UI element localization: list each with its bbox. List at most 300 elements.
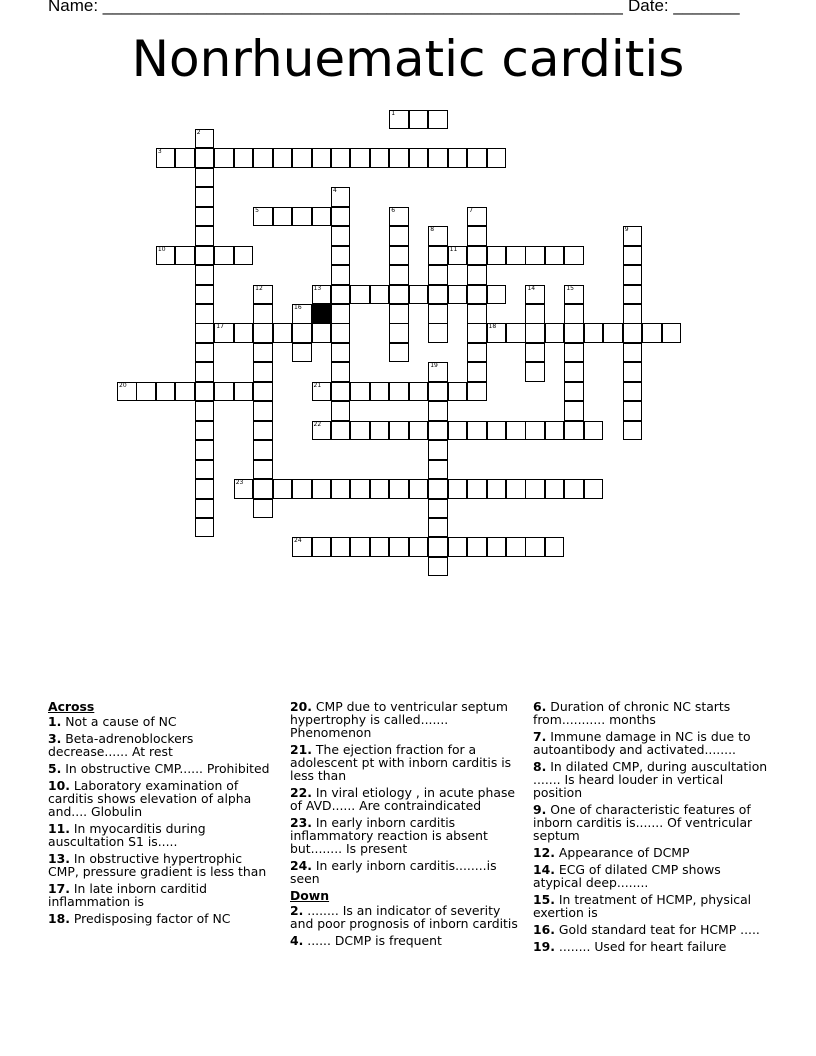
grid-cell[interactable] (428, 285, 448, 305)
clue-number: 7. (533, 729, 547, 744)
clue-item (48, 715, 276, 728)
clue-item (48, 882, 276, 908)
name-field-label[interactable]: Name: _______________________________________________________ (48, 0, 623, 15)
clue-number: 8. (533, 759, 547, 774)
date-field-label[interactable]: Date: _______ (628, 0, 740, 15)
cell-number: 20 (119, 381, 127, 389)
grid-cell[interactable] (195, 382, 215, 402)
grid-cell[interactable] (545, 479, 565, 499)
grid-cell[interactable] (312, 537, 332, 557)
clue-number: 9. (533, 802, 547, 817)
grid-cell[interactable] (467, 304, 487, 324)
black-cell (312, 304, 332, 324)
grid-cell[interactable] (195, 187, 215, 207)
grid-cell[interactable] (117, 382, 137, 402)
grid-cell[interactable] (525, 421, 545, 441)
grid-cell[interactable] (234, 148, 254, 168)
grid-cell[interactable] (253, 421, 273, 441)
grid-cell[interactable] (467, 343, 487, 363)
grid-cell[interactable] (312, 479, 332, 499)
grid-cell[interactable] (389, 265, 409, 285)
grid-cell[interactable] (195, 285, 215, 305)
grid-cell[interactable] (253, 479, 273, 499)
grid-cell[interactable] (428, 323, 448, 343)
grid-cell[interactable] (389, 537, 409, 557)
grid-cell[interactable] (331, 382, 351, 402)
clue-item (533, 700, 768, 726)
grid-cell[interactable] (331, 323, 351, 343)
grid-cell[interactable] (389, 207, 409, 227)
clue-number: 17. (48, 881, 70, 896)
grid-cell[interactable] (428, 148, 448, 168)
clue-text: Appearance of DCMP (554, 845, 690, 860)
grid-cell[interactable] (525, 343, 545, 363)
grid-cell[interactable] (506, 246, 526, 266)
grid-cell[interactable] (545, 537, 565, 557)
grid-cell[interactable] (564, 362, 584, 382)
cell-number: 6 (391, 206, 396, 214)
grid-cell[interactable] (292, 537, 312, 557)
clue-text: In myocarditis during auscultation S1 is..... (48, 821, 206, 849)
grid-cell[interactable] (428, 401, 448, 421)
clue-text: Not a cause of NC (61, 714, 177, 729)
clue-item (48, 852, 276, 878)
grid-cell[interactable] (525, 362, 545, 382)
grid-cell[interactable] (273, 207, 293, 227)
grid-cell[interactable] (428, 362, 448, 382)
grid-cell[interactable] (623, 362, 643, 382)
grid-cell[interactable] (564, 285, 584, 305)
clue-text: ...... DCMP is frequent (303, 933, 442, 948)
clue-text: In obstructive CMP...... Prohibited (61, 761, 270, 776)
grid-cell[interactable] (331, 343, 351, 363)
grid-cell[interactable] (623, 382, 643, 402)
grid-cell[interactable] (564, 343, 584, 363)
grid-cell[interactable] (195, 401, 215, 421)
clue-number: 18. (48, 911, 70, 926)
grid-cell[interactable] (487, 285, 507, 305)
grid-cell[interactable] (312, 148, 332, 168)
grid-cell[interactable] (467, 421, 487, 441)
grid-cell[interactable] (623, 265, 643, 285)
cell-number: 24 (294, 537, 302, 545)
grid-cell[interactable] (331, 479, 351, 499)
grid-cell[interactable] (214, 323, 234, 343)
cell-number: 3 (157, 148, 162, 156)
clue-number: 15. (533, 892, 555, 907)
grid-cell[interactable] (409, 421, 429, 441)
grid-cell[interactable] (623, 226, 643, 246)
down-heading: Down (290, 888, 330, 903)
cell-number: 2 (196, 128, 201, 136)
grid-cell[interactable] (350, 148, 370, 168)
grid-cell[interactable] (545, 421, 565, 441)
clue-item (290, 934, 518, 947)
clue-item (48, 779, 276, 818)
grid-cell[interactable] (234, 246, 254, 266)
grid-cell[interactable] (409, 537, 429, 557)
clue-text: Beta-adrenoblockers decrease...... At rest (48, 731, 194, 759)
grid-cell[interactable] (564, 246, 584, 266)
grid-cell[interactable] (564, 401, 584, 421)
clue-text: ........ Used for heart failure (554, 939, 727, 954)
clue-item (533, 923, 768, 936)
grid-cell[interactable] (603, 323, 623, 343)
grid-cell[interactable] (564, 479, 584, 499)
grid-cell[interactable] (525, 304, 545, 324)
grid-cell[interactable] (428, 518, 448, 538)
clue-number: 14. (533, 862, 555, 877)
grid-cell[interactable] (175, 148, 195, 168)
grid-cell[interactable] (214, 246, 234, 266)
grid-cell[interactable] (331, 265, 351, 285)
grid-cell[interactable] (428, 460, 448, 480)
grid-cell[interactable] (175, 246, 195, 266)
grid-cell[interactable] (428, 479, 448, 499)
clue-text: In dilated CMP, during auscultation ....... Is heard louder in vertical position (533, 759, 768, 800)
grid-cell[interactable] (253, 499, 273, 519)
grid-cell[interactable] (214, 148, 234, 168)
grid-cell[interactable] (487, 421, 507, 441)
grid-cell[interactable] (564, 323, 584, 343)
grid-cell[interactable] (234, 479, 254, 499)
grid-cell[interactable] (214, 382, 234, 402)
grid-cell[interactable] (467, 265, 487, 285)
grid-cell[interactable] (195, 207, 215, 227)
clue-number: 22. (290, 785, 312, 800)
grid-cell[interactable] (428, 499, 448, 519)
grid-cell[interactable] (448, 537, 468, 557)
cell-number: 19 (430, 362, 438, 370)
grid-cell[interactable] (389, 285, 409, 305)
grid-cell[interactable] (623, 343, 643, 363)
across-heading: Across (48, 699, 95, 714)
grid-cell[interactable] (253, 382, 273, 402)
grid-cell[interactable] (467, 148, 487, 168)
clue-text: In viral etiology , in acute phase of AVD...... Are contraindicated (290, 785, 516, 813)
grid-cell[interactable] (623, 401, 643, 421)
grid-cell[interactable] (253, 460, 273, 480)
cell-number: 11 (449, 245, 458, 253)
grid-cell[interactable] (273, 479, 293, 499)
grid-cell[interactable] (389, 343, 409, 363)
grid-cell[interactable] (195, 343, 215, 363)
grid-cell[interactable] (253, 148, 273, 168)
grid-cell[interactable] (350, 421, 370, 441)
grid-cell[interactable] (389, 246, 409, 266)
grid-cell[interactable] (331, 537, 351, 557)
grid-cell[interactable] (409, 148, 429, 168)
clues-column-2 (290, 700, 518, 951)
grid-cell[interactable] (525, 246, 545, 266)
clue-number: 16. (533, 922, 555, 937)
grid-cell[interactable] (292, 343, 312, 363)
grid-cell[interactable] (584, 421, 604, 441)
grid-cell[interactable] (564, 304, 584, 324)
clue-text: Laboratory examination of carditis shows elevation of alpha and.... Globulin (48, 778, 252, 819)
grid-cell[interactable] (467, 226, 487, 246)
grid-cell[interactable] (409, 285, 429, 305)
grid-cell[interactable] (195, 129, 215, 149)
grid-cell[interactable] (370, 285, 390, 305)
grid-cell[interactable] (331, 285, 351, 305)
cell-number: 10 (157, 245, 166, 253)
cell-number: 12 (255, 284, 263, 292)
grid-cell[interactable] (331, 246, 351, 266)
grid-cell[interactable] (312, 323, 332, 343)
clue-number: 1. (48, 714, 62, 729)
grid-cell[interactable] (234, 382, 254, 402)
clue-item (48, 732, 276, 758)
grid-cell[interactable] (545, 323, 565, 343)
grid-cell[interactable] (195, 479, 215, 499)
cell-number: 17 (216, 323, 224, 331)
clue-number: 13. (48, 851, 70, 866)
clue-number: 12. (533, 845, 555, 860)
grid-cell[interactable] (195, 246, 215, 266)
grid-cell[interactable] (331, 148, 351, 168)
cell-number: 13 (313, 284, 322, 292)
grid-cell[interactable] (467, 207, 487, 227)
grid-cell[interactable] (195, 421, 215, 441)
grid-cell[interactable] (428, 265, 448, 285)
clue-text: Predisposing factor of NC (69, 911, 231, 926)
cell-number: 23 (235, 479, 244, 487)
clue-item (48, 912, 276, 925)
grid-cell[interactable] (350, 382, 370, 402)
grid-cell[interactable] (312, 285, 332, 305)
clue-text: In early inborn carditis inflammatory reaction is absent but........ Is present (290, 815, 488, 856)
grid-cell[interactable] (428, 557, 448, 577)
grid-cell[interactable] (331, 362, 351, 382)
grid-cell[interactable] (448, 421, 468, 441)
grid-cell[interactable] (312, 207, 332, 227)
grid-cell[interactable] (253, 304, 273, 324)
grid-cell[interactable] (350, 285, 370, 305)
grid-cell[interactable] (506, 537, 526, 557)
grid-cell[interactable] (253, 343, 273, 363)
grid-cell[interactable] (487, 148, 507, 168)
grid-cell[interactable] (448, 285, 468, 305)
grid-cell[interactable] (292, 148, 312, 168)
grid-cell[interactable] (448, 479, 468, 499)
grid-cell[interactable] (292, 479, 312, 499)
grid-cell[interactable] (195, 460, 215, 480)
grid-cell[interactable] (506, 421, 526, 441)
clue-number: 10. (48, 778, 70, 793)
grid-cell[interactable] (253, 323, 273, 343)
clue-item (290, 743, 518, 782)
grid-cell[interactable] (467, 537, 487, 557)
grid-cell[interactable] (389, 304, 409, 324)
clue-item (533, 846, 768, 859)
grid-cell[interactable] (253, 207, 273, 227)
grid-cell[interactable] (623, 285, 643, 305)
grid-cell[interactable] (448, 382, 468, 402)
grid-cell[interactable] (389, 148, 409, 168)
grid-cell[interactable] (331, 304, 351, 324)
clue-number: 24. (290, 858, 312, 873)
grid-cell[interactable] (195, 499, 215, 519)
grid-cell[interactable] (156, 148, 176, 168)
clue-text: In late inborn carditid inflammation is (48, 881, 207, 909)
grid-cell[interactable] (253, 401, 273, 421)
clues-column-1 (48, 700, 276, 929)
grid-cell[interactable] (331, 421, 351, 441)
grid-cell[interactable] (584, 479, 604, 499)
grid-cell[interactable] (467, 285, 487, 305)
grid-cell[interactable] (525, 537, 545, 557)
grid-cell[interactable] (389, 421, 409, 441)
cell-number: 9 (624, 226, 629, 234)
grid-cell[interactable] (623, 246, 643, 266)
grid-cell[interactable] (253, 285, 273, 305)
grid-cell[interactable] (487, 246, 507, 266)
grid-cell[interactable] (467, 246, 487, 266)
grid-cell[interactable] (506, 323, 526, 343)
grid-cell[interactable] (506, 479, 526, 499)
grid-cell[interactable] (350, 479, 370, 499)
clue-item (533, 760, 768, 799)
clue-item (290, 700, 518, 739)
clue-number: 4. (290, 933, 304, 948)
clue-item (290, 816, 518, 855)
clue-text: Gold standard teat for HCMP ..... (554, 922, 760, 937)
cell-number: 16 (294, 304, 302, 311)
grid-cell[interactable] (409, 382, 429, 402)
grid-cell[interactable] (487, 323, 507, 343)
grid-cell[interactable] (253, 440, 273, 460)
clue-text: The ejection fraction for a adolescent pt with inborn carditis is less than (290, 742, 512, 783)
grid-cell[interactable] (156, 246, 176, 266)
grid-cell[interactable] (467, 323, 487, 343)
grid-cell[interactable] (136, 382, 156, 402)
grid-cell[interactable] (292, 323, 312, 343)
grid-cell[interactable] (195, 226, 215, 246)
grid-cell[interactable] (195, 148, 215, 168)
grid-cell[interactable] (195, 362, 215, 382)
grid-cell[interactable] (292, 304, 312, 324)
grid-cell[interactable] (234, 323, 254, 343)
grid-cell[interactable] (273, 323, 293, 343)
grid-cell[interactable] (428, 537, 448, 557)
grid-cell[interactable] (623, 323, 643, 343)
clue-item (290, 904, 518, 930)
cell-number: 7 (469, 206, 473, 214)
grid-cell[interactable] (525, 323, 545, 343)
clue-number: 20. (290, 699, 312, 714)
grid-cell[interactable] (370, 382, 390, 402)
grid-cell[interactable] (467, 382, 487, 402)
grid-cell[interactable] (292, 207, 312, 227)
grid-cell[interactable] (370, 537, 390, 557)
grid-cell[interactable] (195, 518, 215, 538)
grid-cell[interactable] (312, 382, 332, 402)
clue-number: 2. (290, 903, 304, 918)
grid-cell[interactable] (525, 479, 545, 499)
grid-cell[interactable] (662, 323, 682, 343)
grid-cell[interactable] (389, 110, 409, 130)
grid-cell[interactable] (273, 148, 293, 168)
grid-cell[interactable] (642, 323, 662, 343)
grid-cell[interactable] (467, 362, 487, 382)
grid-cell[interactable] (195, 265, 215, 285)
grid-cell[interactable] (370, 479, 390, 499)
grid-cell[interactable] (409, 110, 429, 130)
grid-cell[interactable] (467, 479, 487, 499)
grid-cell[interactable] (428, 304, 448, 324)
grid-cell[interactable] (428, 110, 448, 130)
clue-item (48, 822, 276, 848)
grid-cell[interactable] (564, 421, 584, 441)
grid-cell[interactable] (156, 382, 176, 402)
grid-cell[interactable] (389, 479, 409, 499)
cell-number: 5 (255, 206, 259, 214)
clue-text: In obstructive hypertrophic CMP, pressure gradient is less than (48, 851, 267, 879)
clue-number: 23. (290, 815, 312, 830)
clue-text: CMP due to ventricular septum hypertrophy is called....... Phenomenon (290, 699, 508, 740)
grid-cell[interactable] (389, 323, 409, 343)
grid-cell[interactable] (564, 382, 584, 402)
grid-cell[interactable] (389, 382, 409, 402)
page-title: Nonrhuematic carditis (131, 30, 685, 88)
grid-cell[interactable] (409, 479, 429, 499)
clue-number: 11. (48, 821, 70, 836)
grid-cell[interactable] (584, 323, 604, 343)
grid-cell[interactable] (428, 382, 448, 402)
grid-cell[interactable] (195, 304, 215, 324)
clues-column-3 (533, 700, 768, 957)
grid-cell[interactable] (331, 187, 351, 207)
grid-cell[interactable] (370, 421, 390, 441)
grid-cell[interactable] (623, 304, 643, 324)
grid-cell[interactable] (623, 421, 643, 441)
grid-cell[interactable] (487, 537, 507, 557)
clue-text: Immune damage in NC is due to autoantibody and activated........ (533, 729, 751, 757)
grid-cell[interactable] (428, 226, 448, 246)
grid-cell[interactable] (448, 148, 468, 168)
grid-cell[interactable] (389, 226, 409, 246)
grid-cell[interactable] (331, 401, 351, 421)
clue-text: ECG of dilated CMP shows atypical deep........ (533, 862, 721, 890)
grid-cell[interactable] (525, 285, 545, 305)
cell-number: 4 (332, 187, 337, 195)
grid-cell[interactable] (331, 207, 351, 227)
grid-cell[interactable] (331, 226, 351, 246)
grid-cell[interactable] (448, 246, 468, 266)
cell-number: 1 (391, 109, 396, 117)
cell-number: 21 (313, 381, 322, 389)
grid-cell[interactable] (428, 440, 448, 460)
grid-cell[interactable] (195, 440, 215, 460)
clue-item (290, 859, 518, 885)
clue-text: ........ Is an indicator of severity and poor prognosis of inborn carditis (290, 903, 518, 931)
grid-cell[interactable] (487, 479, 507, 499)
grid-cell[interactable] (350, 537, 370, 557)
clue-item (533, 730, 768, 756)
clue-text: Duration of chronic NC starts from........... months (533, 699, 731, 727)
grid-cell[interactable] (195, 323, 215, 343)
grid-cell[interactable] (428, 246, 448, 266)
grid-cell[interactable] (370, 148, 390, 168)
clue-text: One of characteristic features of inborn carditis is....... Of ventricular septum (533, 802, 753, 843)
grid-cell[interactable] (195, 168, 215, 188)
grid-cell[interactable] (312, 421, 332, 441)
grid-cell[interactable] (428, 421, 448, 441)
grid-cell[interactable] (175, 382, 195, 402)
grid-cell[interactable] (545, 246, 565, 266)
grid-cell[interactable] (253, 362, 273, 382)
